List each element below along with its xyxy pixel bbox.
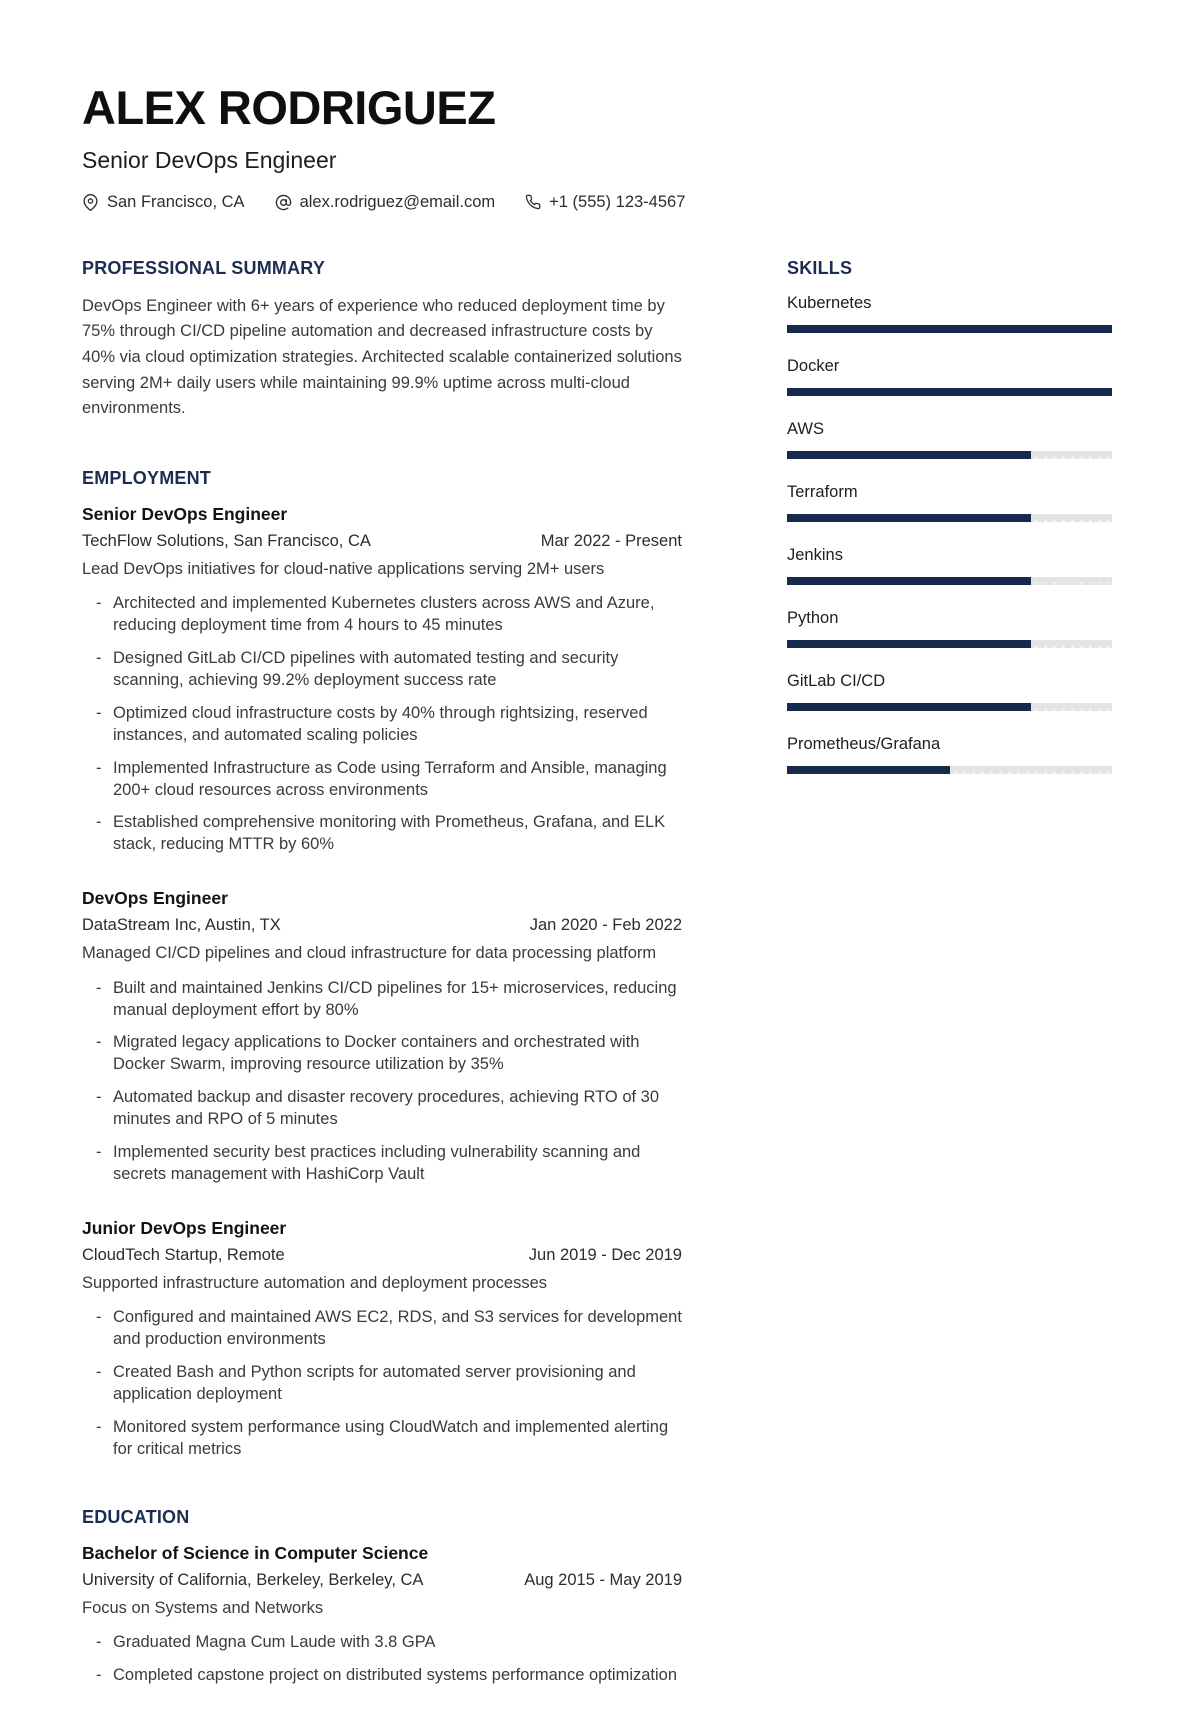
job-bullets [82,593,682,856]
bullet-item [96,1632,682,1654]
bullet-item [96,978,682,1022]
bullet-item [96,593,682,637]
skill-name: AWS [787,419,824,438]
skill-name: Docker [787,356,840,375]
bullet-text: Completed capstone project on distributed systems performance optimization [113,1666,678,1685]
bullet-text: Configured and maintained AWS EC2, RDS, and S3 services for development and production environments [113,1308,682,1349]
skill-bar-track [787,514,1112,522]
bullet-text: Automated backup and disaster recovery procedures, achieving RTO of 30 minutes and RPO of 5 minutes [113,1088,660,1129]
skill-name: Prometheus/Grafana [787,734,941,753]
education-summary: Focus on Systems and Networks [82,1598,324,1617]
location-pin-icon [82,194,99,211]
contact-location-text: San Francisco, CA [107,192,245,211]
skills-list [787,294,1112,774]
bullet-text: Implemented security best practices including vulnerability scanning and secrets management with HashiCorp Vault [113,1143,641,1184]
skill-name: Python [787,608,839,627]
skill-bar-fill [787,766,950,774]
contact-location [82,193,245,212]
skill-item [787,294,1112,333]
skill-item [787,735,1112,774]
bullet-text: Designed GitLab CI/CD pipelines with automated testing and security scanning, achieving 99.2% deployment success rate [113,648,619,689]
contact-email [275,193,496,212]
bullet-marker: - [96,1143,102,1162]
bullet-marker: - [96,1633,102,1652]
skill-bar-track [787,577,1112,585]
bullet-item [96,812,682,856]
job-summary: Managed CI/CD pipelines and cloud infrastructure for data processing platform [82,944,657,963]
skill-item [787,357,1112,396]
bullet-marker: - [96,1666,102,1685]
job-bullets [82,1307,682,1461]
person-name: ALEX RODRIGUEZ [82,81,496,134]
job-company-line [82,916,682,935]
bullet-item [96,1417,682,1461]
job-company: CloudTech Startup, Remote [82,1246,285,1265]
job-company: TechFlow Solutions, San Francisco, CA [82,531,371,550]
bullet-item [96,1032,682,1076]
contact-phone [525,193,685,212]
skill-bar-fill [787,388,1112,396]
bullet-item [96,1307,682,1351]
at-sign-icon [275,194,292,211]
job-summary: Supported infrastructure automation and deployment processes [82,1274,548,1293]
education-bullets [82,1632,682,1687]
bullet-marker: - [96,703,102,722]
bullet-text: Optimized cloud infrastructure costs by 40% through rightsizing, reserved instances, and automated scaling policies [113,703,648,744]
bullet-item [96,648,682,692]
bullet-item [96,1665,682,1687]
contact-email-text: alex.rodriguez@email.com [299,192,496,211]
skill-name: Kubernetes [787,293,872,312]
person-title: Senior DevOps Engineer [82,146,337,173]
job-summary: Lead DevOps initiatives for cloud-native applications serving 2M+ users [82,559,605,578]
content-columns [82,258,1112,1733]
skill-bar-fill [787,577,1031,585]
skill-item [787,672,1112,711]
skill-bar-track [787,766,1112,774]
skill-bar-fill [787,640,1031,648]
skill-bar-fill [787,514,1031,522]
education-heading: EDUCATION [82,1506,190,1527]
job-title: Junior DevOps Engineer [82,1218,287,1239]
skill-bar-track [787,325,1112,333]
skill-item [787,483,1112,522]
skill-bar-track [787,703,1112,711]
employment-jobs [82,504,682,1461]
job-company-line [82,1246,682,1265]
bullet-marker: - [96,1363,102,1382]
job-entry [82,504,682,857]
bullet-item [96,1142,682,1186]
bullet-text: Implemented Infrastructure as Code using Terraform and Ansible, managing 200+ cloud resources across environments [113,758,667,799]
job-title: Senior DevOps Engineer [82,503,288,524]
bullet-text: Architected and implemented Kubernetes clusters across AWS and Azure, reducing deployment time from 4 hours to 45 minutes [113,593,655,634]
bullet-item [96,1087,682,1131]
skill-bar-fill [787,451,1031,459]
job-entry [82,1218,682,1461]
bullet-marker: - [96,813,102,832]
education-degree: Bachelor of Science in Computer Science [82,1542,429,1563]
job-dates: Jun 2019 - Dec 2019 [528,1246,682,1265]
bullet-marker: - [96,648,102,667]
bullet-text: Graduated Magna Cum Laude with 3.8 GPA [113,1633,436,1652]
skill-item [787,420,1112,459]
skill-name: Terraform [787,482,858,501]
section-skills [787,258,1112,774]
skills-heading: SKILLS [787,257,853,278]
contact-phone-text: +1 (555) 123-4567 [549,192,686,211]
sidebar-column [787,258,1112,1733]
resume-header [82,81,1112,212]
skill-bar-track [787,640,1112,648]
job-dates: Mar 2022 - Present [540,531,682,550]
bullet-item [96,758,682,802]
skill-bar-track [787,451,1112,459]
bullet-marker: - [96,758,102,777]
section-professional-summary [82,258,682,422]
bullet-marker: - [96,1033,102,1052]
main-column [82,258,682,1733]
skill-name: GitLab CI/CD [787,671,886,690]
section-education [82,1507,682,1687]
skill-bar-track [787,388,1112,396]
bullet-marker: - [96,1088,102,1107]
job-entry [82,888,682,1186]
job-company: DataStream Inc, Austin, TX [82,916,281,935]
contact-row [82,193,1112,212]
job-company-line [82,532,682,551]
summary-heading: PROFESSIONAL SUMMARY [82,257,326,278]
skill-bar-fill [787,325,1112,333]
skill-name: Jenkins [787,545,843,564]
skill-bar-fill [787,703,1031,711]
job-bullets [82,978,682,1187]
bullet-item [96,1362,682,1406]
bullet-marker: - [96,978,102,997]
phone-icon [525,194,541,210]
bullet-marker: - [96,1418,102,1437]
bullet-text: Migrated legacy applications to Docker containers and orchestrated with Docker Swarm, improving resource utilization by 35% [113,1033,640,1074]
education-dates: Aug 2015 - May 2019 [524,1570,682,1589]
section-employment [82,468,682,1461]
bullet-item [96,703,682,747]
employment-heading: EMPLOYMENT [82,467,212,488]
bullet-marker: - [96,1308,102,1327]
bullet-text: Established comprehensive monitoring with Prometheus, Grafana, and ELK stack, reducing MTTR by 60% [113,813,666,854]
skill-item [787,546,1112,585]
job-title: DevOps Engineer [82,888,228,909]
education-school: University of California, Berkeley, Berkeley, CA [82,1570,424,1589]
education-entry [82,1543,682,1687]
bullet-text: Monitored system performance using CloudWatch and implemented alerting for critical metrics [113,1418,669,1459]
skill-item [787,609,1112,648]
bullet-text: Created Bash and Python scripts for automated server provisioning and application deployment [113,1363,636,1404]
job-dates: Jan 2020 - Feb 2022 [529,916,682,935]
bullet-text: Built and maintained Jenkins CI/CD pipelines for 15+ microservices, reducing manual deployment effort by 80% [113,978,677,1019]
education-school-line [82,1571,682,1590]
summary-text: DevOps Engineer with 6+ years of experience who reduced deployment time by 75% through CI/CD pipeline automation and decreased infrastructure costs by 40% via cloud optimization strategies. Architected scalable containerized solutions serving 2M+ daily users while maintaining 99.9% uptime across multi-cloud environments. [82,296,682,418]
bullet-marker: - [96,593,102,612]
